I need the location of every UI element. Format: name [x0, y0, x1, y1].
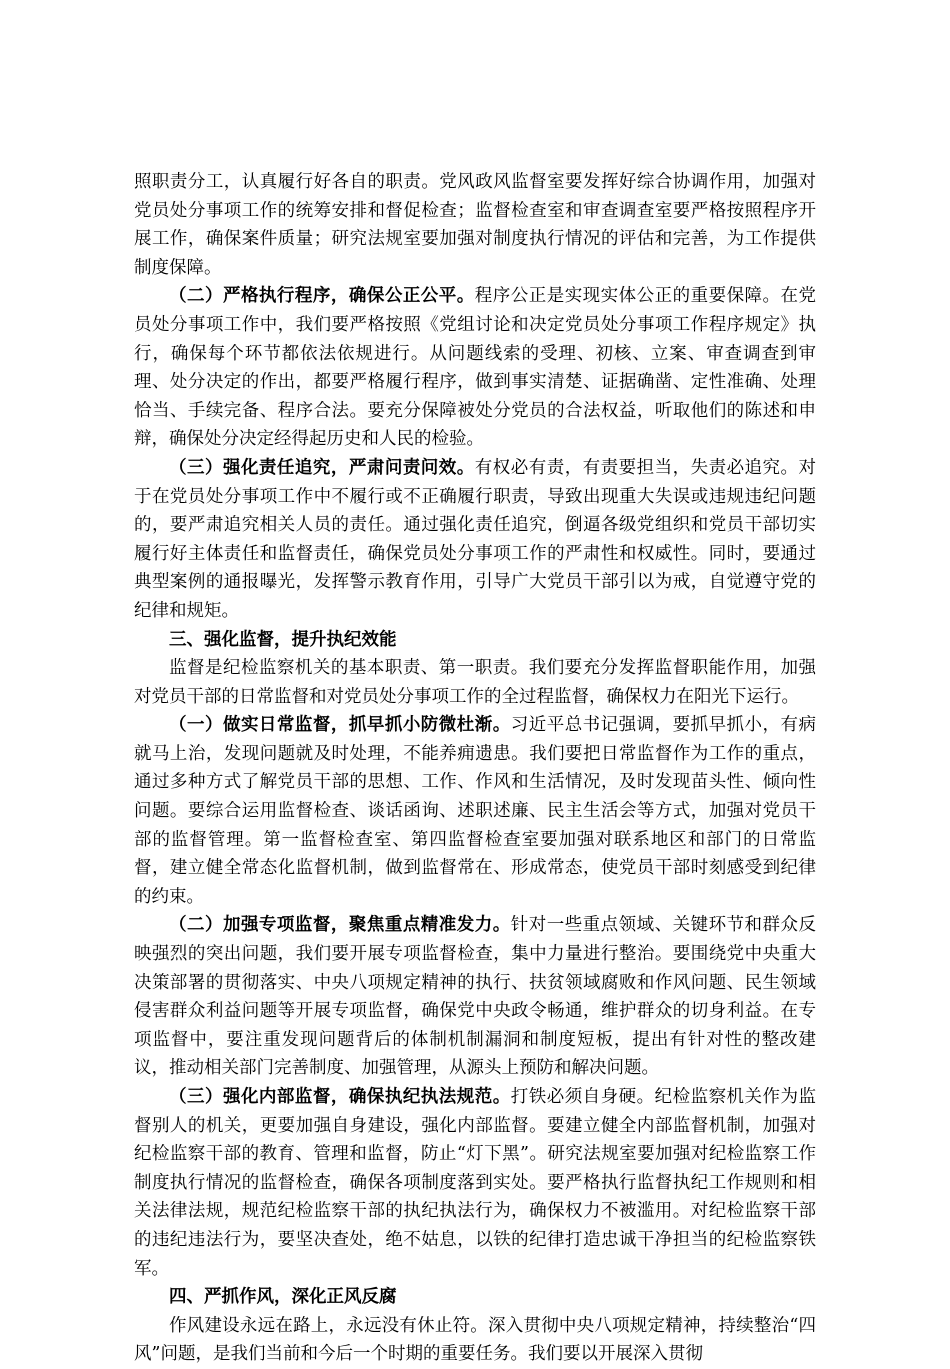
- paragraph-text: 监督是纪检监察机关的基本职责、第一职责。我们要充分发挥监督职能作用，加强对党员干部的日常监督和对党员处分事项工作的全过程监督，确保权力在阳光下运行。: [134, 658, 816, 707]
- section-heading-3: 三、强化监督，提升执纪效能: [169, 629, 397, 650]
- section-heading-4: 四、严抓作风，深化正风反腐: [169, 1287, 397, 1308]
- paragraph-lead: （二）严格执行程序，确保公正公平。: [169, 286, 475, 307]
- paragraph-supervision-intro: [134, 654, 816, 711]
- paragraph-text: 打铁必须自身硬。纪检监察机关作为监督别人的机关，更要加强自身建设，强化内部监督。要建立健全内部监督机制，加强对纪检监察干部的教育、管理和监督，防止“灯下黑”。研究法规室要加强对纪检监察工作制度执行情况的监督检查，确保各项制度落到实处。要严格执行监督执纪工作规则和相关法律法规，规范纪检监察干部的执纪执法行为，确保权力不被滥用。对纪检监察干部的违纪违法行为，要坚决查处，绝不姑息，以铁的纪律打造忠诚干净担当的纪检监察铁军。: [134, 1087, 817, 1279]
- paragraph-lead: （二）加强专项监督，聚焦重点精准发力。: [169, 915, 511, 936]
- paragraph-lead: （三）强化内部监督，确保执纪执法规范。: [169, 1087, 511, 1107]
- paragraph-lead: （三）强化责任追究，严肃问责问效。: [169, 457, 475, 478]
- paragraph-procedure: [134, 282, 816, 454]
- paragraph-continuation: [134, 168, 816, 282]
- paragraph-daily-supervision: [134, 711, 816, 911]
- paragraph-internal-supervision: [134, 1083, 816, 1283]
- paragraph-text: 习近平总书记强调，要抓早抓小，有病就马上治，发现问题就及时处理，不能养痈遗患。我们要把日常监督作为工作的重点，通过多种方式了解党员干部的思想、工作、作风和生活情况，及时发现苗头性、倾向性问题。要综合运用监督检查、谈话函询、述职述廉、民主生活会等方式，加强对党员干部的监督管理。第一监督检查室、第四监督检查室要加强对联系地区和部门的日常监督，建立健全常态化监督机制，做到监督常在、形成常态，使党员干部时刻感受到纪律的约束。: [134, 715, 817, 907]
- paragraph-text: 有权必有责，有责要担当，失责必追究。对于在党员处分事项工作中不履行或不正确履行职责，导致出现重大失误或违规违纪问题的，要严肃追究相关人员的责任。通过强化责任追究，倒逼各级党组织和党员干部切实履行好主体责任和监督责任，确保党员处分事项工作的严肃性和权威性。同时，要通过典型案例的通报曝光，发挥警示教育作用，引导广大党员干部引以为戒，自觉遵守党的纪律和规矩。: [134, 457, 817, 621]
- paragraph-lead: （一）做实日常监督，抓早抓小防微杜渐。: [169, 715, 511, 736]
- paragraph-text: 程序公正是实现实体公正的重要保障。在党员处分事项工作中，我们要严格按照《党组讨论和决定党员处分事项工作程序规定》执行，确保每个环节都依法依规进行。从问题线索的受理、初核、立案、审查调查到审理、处分决定的作出，都要严格履行程序，做到事实清楚、证据确凿、定性准确、处理恰当、手续完备、程序合法。要充分保障被处分党员的合法权益，听取他们的陈述和申辩，确保处分决定经得起历史和人民的检验。: [134, 286, 817, 450]
- paragraph-text: 作风建设永远在路上，永远没有休止符。深入贯彻中央八项规定精神，持续整治“四风”问题，是我们当前和今后一个时期的重要任务。我们要以开展深入贯彻: [134, 1315, 816, 1365]
- paragraph-special-supervision: [134, 911, 816, 1083]
- paragraph-work-style: [134, 1312, 816, 1369]
- paragraph-text: 针对一些重点领域、关键环节和群众反映强烈的突出问题，我们要开展专项监督检查，集中力量进行整治。要围绕党中央重大决策部署的贯彻落实、中央八项规定精神的执行、扶贫领域腐败和作风问题、民生领域侵害群众利益问题等开展专项监督，确保党中央政令畅通，维护群众的切身利益。在专项监督中，要注重发现问题背后的体制机制漏洞和制度短板，提出有针对性的整改建议，推动相关部门完善制度、加强管理，从源头上预防和解决问题。: [134, 915, 817, 1079]
- paragraph-accountability: [134, 454, 816, 626]
- document-body: [134, 168, 816, 1369]
- paragraph-text: 照职责分工，认真履行好各自的职责。党风政风监督室要发挥好综合协调作用，加强对党员处分事项工作的统筹安排和督促检查；监督检查室和审查调查室要严格按照程序开展工作，确保案件质量；研究法规室要加强对制度执行情况的评估和完善，为工作提供制度保障。: [134, 172, 816, 278]
